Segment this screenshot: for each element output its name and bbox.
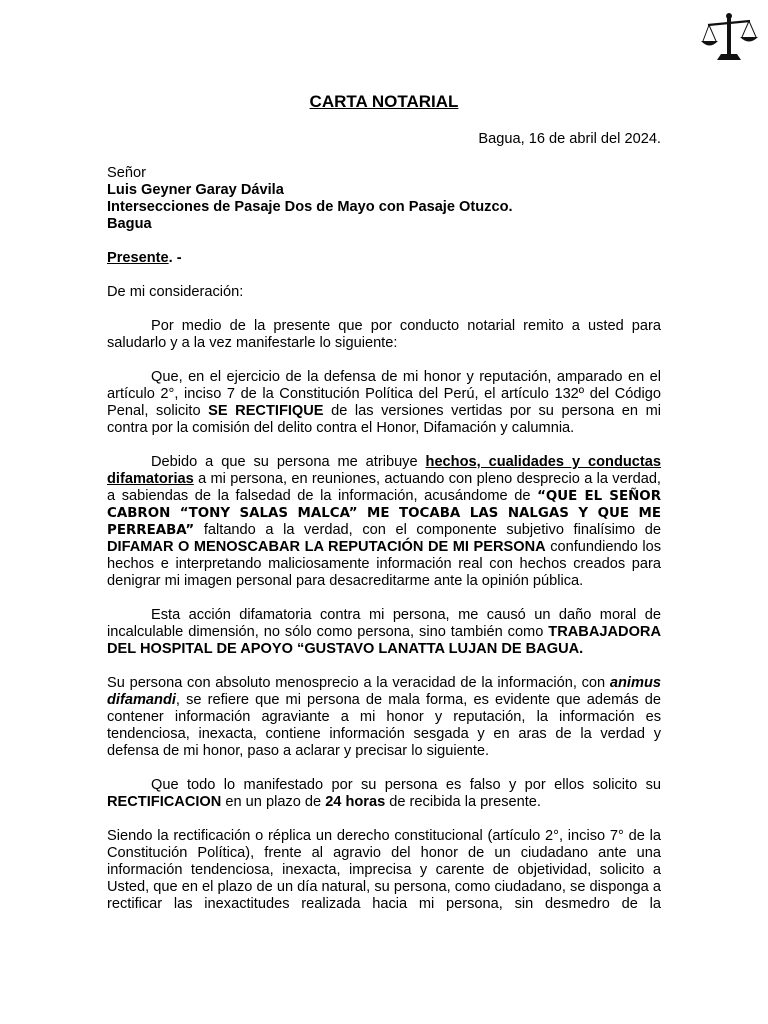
addressee-salutation: Señor: [107, 165, 146, 181]
p6-bold-rectificacion: RECTIFICACION: [107, 794, 222, 810]
paragraph-constitutional: Siendo la rectificación o réplica un derecho constitucional (artículo 2°, inciso 7° de la Constitución Política), frente al agravio del honor de un ciudadano ante una información tendenciosa, inexacta, imprecisa y carente de objetividad, solicito a Usted, que en el plazo de un día natural, su persona, como ciudadano, se disponga a rectificar las inexactitudes realizada hacia mi persona, sin desmedro de la: [107, 828, 661, 912]
p3-text-g: confundiendo los hechos e interpretando maliciosamente información real con hechos creados para denigrar mi imagen personal para desacreditarme ante la opinión pública.: [107, 539, 662, 589]
paragraph-legal-basis: [107, 369, 661, 437]
paragraph-animus: [107, 675, 661, 760]
p3-bold-difamar: DIFAMAR O MENOSCABAR LA REPUTACIÓN DE MI PERSONA: [107, 539, 546, 555]
p6-bold-24-horas: 24 horas: [325, 794, 386, 810]
presente-suffix: . -: [168, 250, 182, 266]
p5-animus-difamandi: animus difamandi: [107, 675, 661, 708]
p4-bold-hospital: TRABAJADORA DEL HOSPITAL DE APOYO “GUSTAVO LANATTA LUJAN DE BAGUA.: [107, 624, 661, 657]
document-title: CARTA NOTARIAL: [309, 92, 459, 111]
addressee-name: Luis Geyner Garay Dávila: [107, 182, 284, 198]
p3-text-c: a mi persona, en reuniones, actuando con pleno desprecio a la verdad, a sabiendas de la falsedad de la información, acusándome de: [107, 471, 661, 504]
p3-text-a: Debido a que su persona me atribuye: [151, 454, 426, 470]
p3-quote: “QUE EL SEÑOR CABRON “TONY SALAS MALCA” ME TOCABA LAS NALGAS Y QUE ME PERREABA”: [107, 489, 662, 538]
letter-body: [107, 131, 661, 930]
presente-word: Presente: [107, 250, 169, 266]
letter-date: Bagua, 16 de abril del 2024.: [478, 131, 661, 147]
p5-text-a: Su persona con absoluto menosprecio a la veracidad de la información, con: [107, 675, 610, 691]
p6-text-e: de recibida la presente.: [385, 794, 541, 810]
p4-text-a: Esta acción difamatoria contra mi persona, me causó un daño moral de incalculable dimensión, no sólo como persona, sino también como: [107, 607, 661, 640]
p2-text-c: de las versiones vertidas por su persona en mi contra por la comisión del delito contra el Honor, Difamación y calumnia.: [107, 403, 661, 436]
paragraph-damage: [107, 607, 661, 658]
p2-text-a: Que, en el ejercicio de la defensa de mi honor y reputación, amparado en el artículo 2°, inciso 7 de la Constitución Política del Perú, el artículo 132º del Código Penal, solicito: [107, 369, 661, 419]
addressee-block: [107, 165, 661, 233]
p3-text-e: faltando a la verdad, con el componente subjetivo finalísimo de: [194, 522, 661, 538]
greeting: De mi consideración:: [107, 284, 244, 300]
scales-of-justice-icon: [700, 8, 758, 66]
p5-text-c: , se refiere que mi persona de mala forma, es evidente que además de contener información agraviante a mi honor y reputación, la información es tendenciosa, inexacta, contiene información sesgada y en aras de la verdad y defensa de mi honor, paso a aclarar y precisar lo siguiente.: [107, 692, 661, 759]
presente-line: [107, 250, 661, 267]
paragraph-accusation: [107, 454, 661, 590]
p6-text-a: Que todo lo manifestado por su persona es falso y por ellos solicito su: [151, 777, 661, 793]
p6-text-c: en un plazo de: [221, 794, 326, 810]
addressee-address: Intersecciones de Pasaje Dos de Mayo con Pasaje Otuzco.: [107, 199, 513, 215]
p3-bold-hechos: hechos, cualidades y conductas difamatorias: [107, 454, 661, 487]
addressee-city: Bagua: [107, 216, 152, 232]
paragraph-request: [107, 777, 661, 811]
p2-bold-rectifique: SE RECTIFIQUE: [208, 403, 324, 419]
paragraph-intro: Por medio de la presente que por conducto notarial remito a usted para saludarlo y a la vez manifestarle lo siguiente:: [107, 318, 661, 351]
